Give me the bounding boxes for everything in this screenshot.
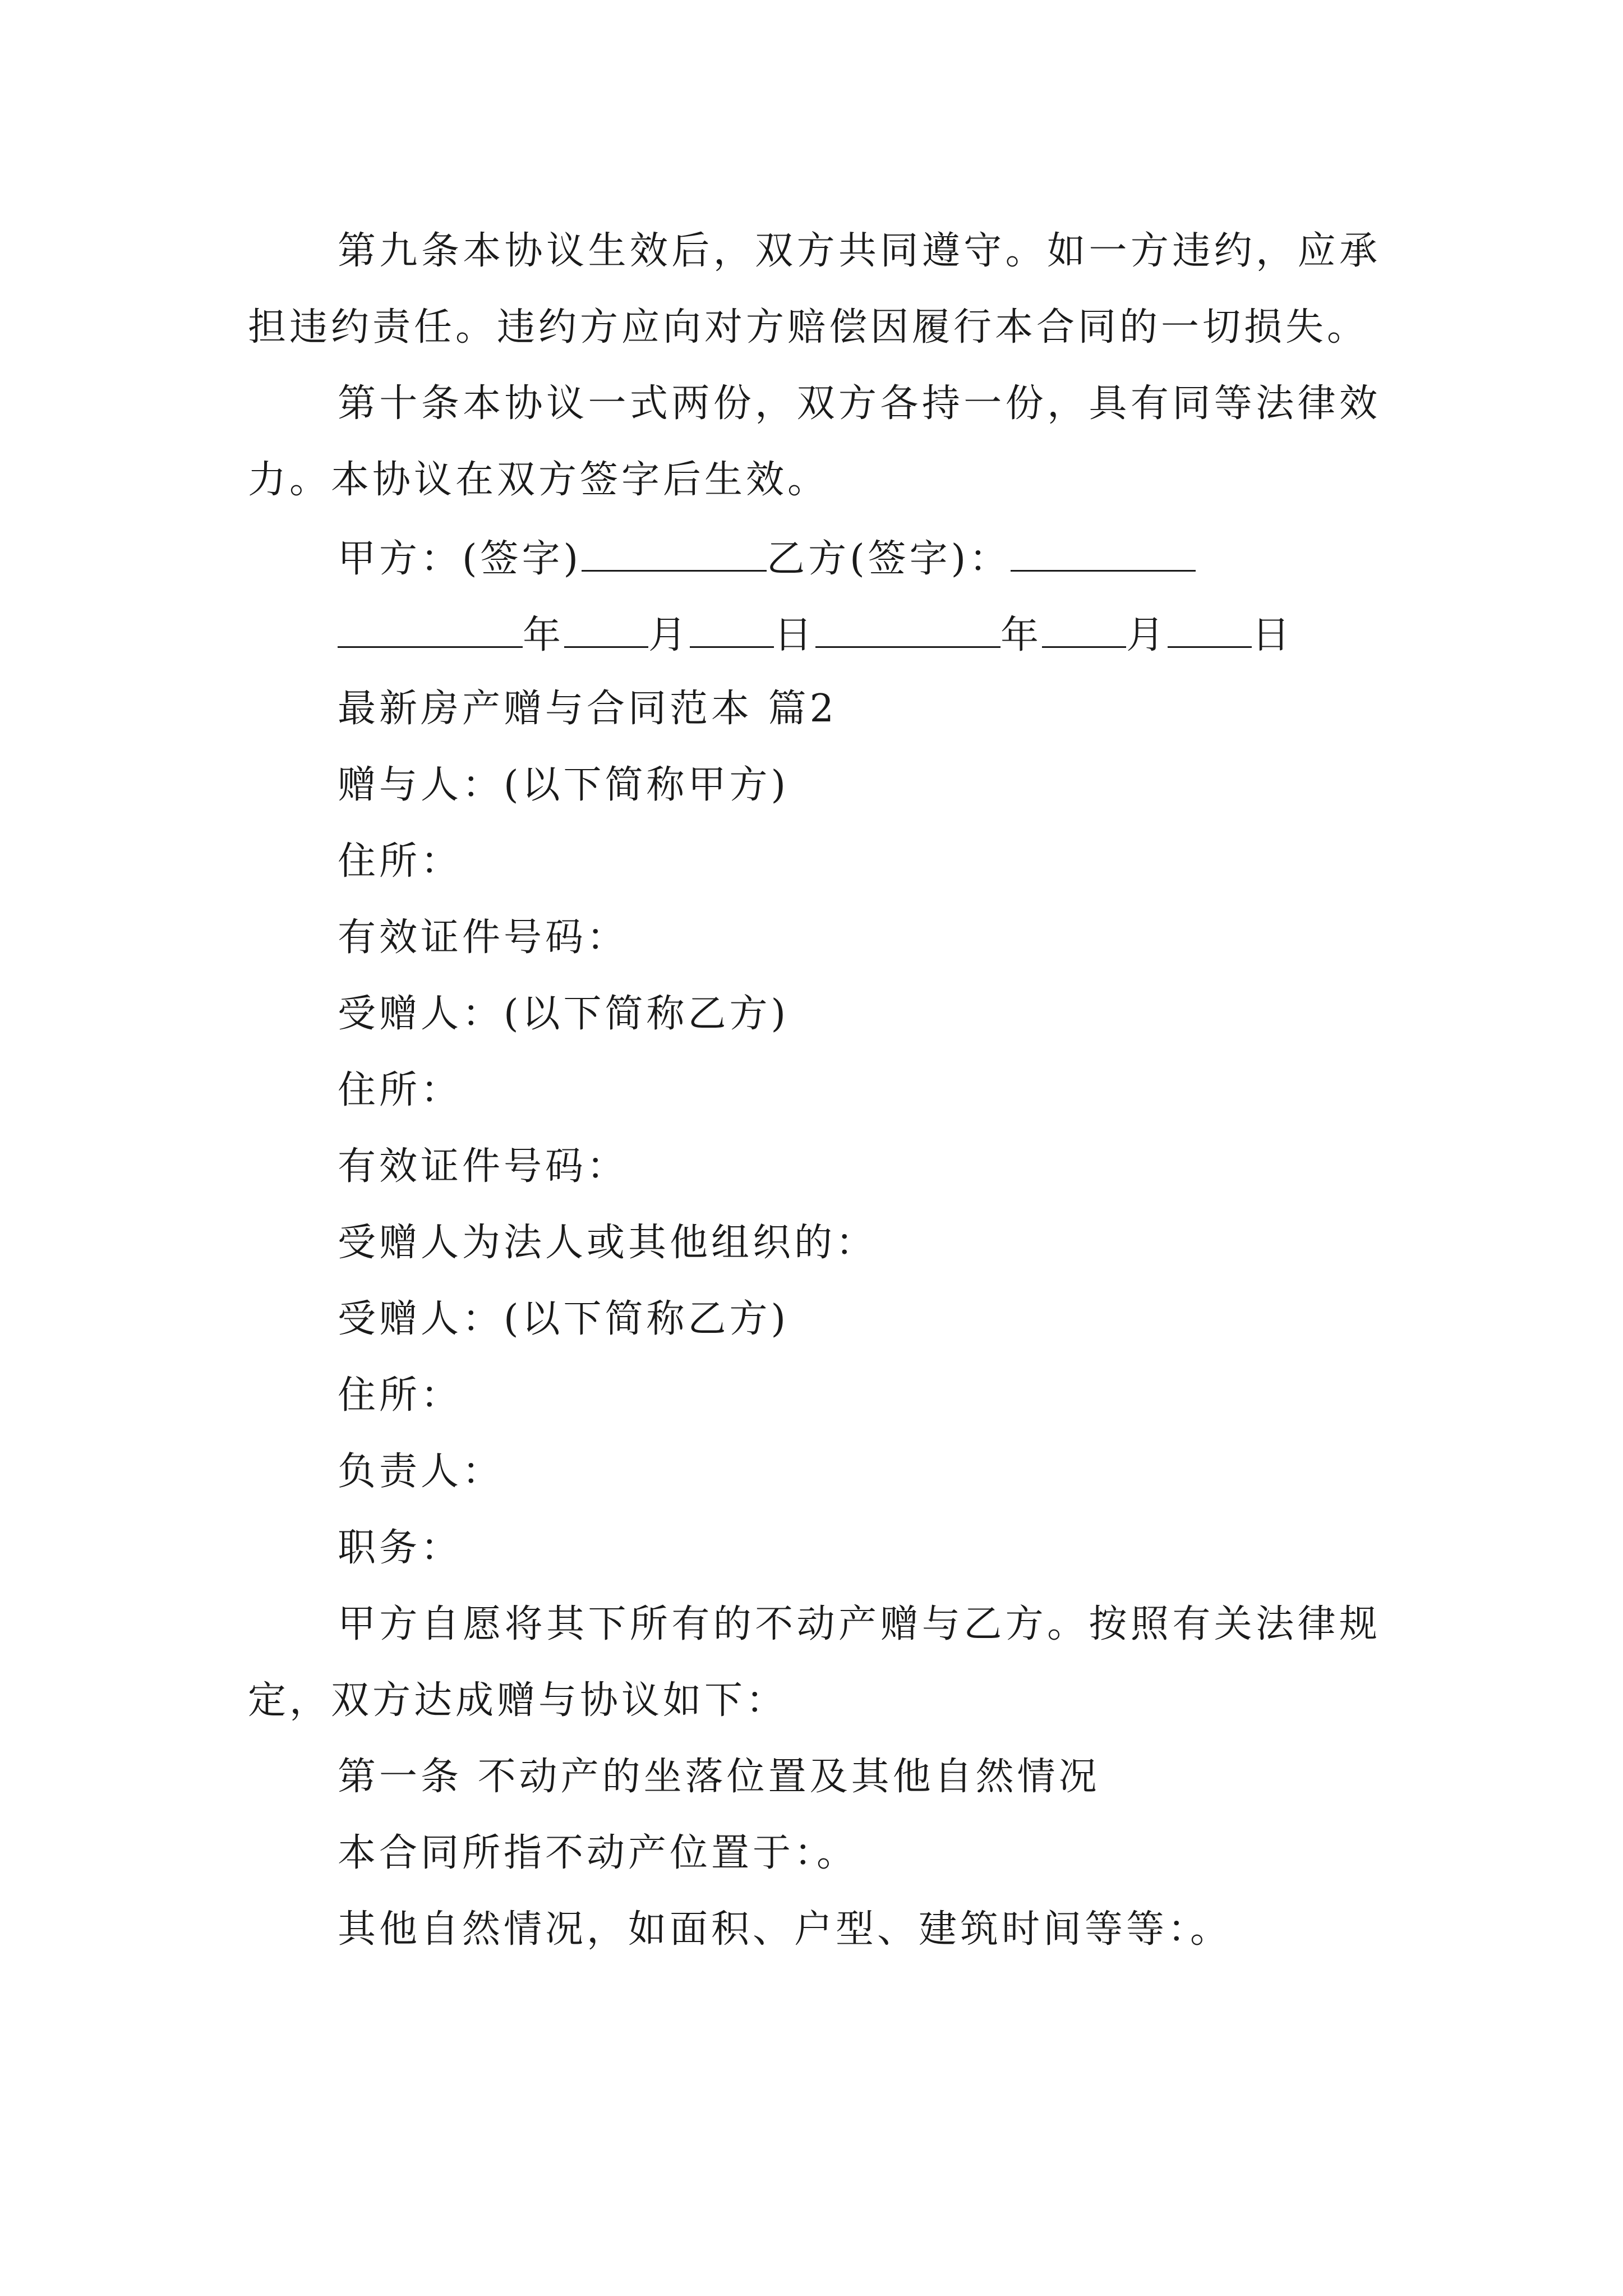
party-a-signature-label: 甲方：(签字): [338, 537, 582, 581]
org-note: 受赠人为法人或其他组织的：: [338, 1221, 878, 1265]
party-a-signature-blank: [582, 537, 767, 572]
month-label: 月: [648, 613, 690, 657]
donor-id-number: 有效证件号码：: [338, 915, 629, 960]
year-label: 年: [523, 613, 565, 657]
document-body: [248, 213, 1381, 1987]
article-9-paragraph: 第九条本协议生效后，双方共同遵守。如一方违约，应承担违约责任。违约方应向对方赔偿因履行本合同的一切损失。: [248, 229, 1381, 349]
donor-label: 赠与人：(以下简称甲方): [338, 763, 790, 807]
article-1-location: 本合同所指不动产位置于：。: [338, 1831, 859, 1875]
party-b-signature-label: 乙方(签字)：: [767, 537, 1011, 581]
donee-org-label: 受赠人：(以下简称乙方): [338, 1297, 790, 1341]
date-line: [248, 613, 1381, 657]
month-label: 月: [1126, 613, 1168, 657]
day-label: 日: [774, 613, 816, 657]
month-blank: [564, 614, 648, 648]
day-label: 日: [1252, 613, 1294, 657]
party-a-date-blank: [338, 614, 523, 648]
day-blank: [1168, 614, 1252, 648]
article-1-other: 其他自然情况，如面积、户型、建筑时间等等：。: [338, 1907, 1232, 1952]
donor-residence: 住所：: [338, 839, 463, 884]
party-b-date-blank: [815, 614, 1000, 648]
donee-org-principal: 负责人：: [338, 1450, 504, 1494]
year-label: 年: [1000, 613, 1043, 657]
month-blank: [1042, 614, 1126, 648]
article-10-paragraph: 第十条本协议一式两份，双方各持一份，具有同等法律效力。本协议在双方签字后生效。: [248, 381, 1381, 502]
article-1-title: 第一条 不动产的坐落位置及其他自然情况: [338, 1755, 1100, 1799]
donee-label: 受赠人：(以下简称乙方): [338, 992, 790, 1036]
donee-org-position: 职务：: [338, 1526, 463, 1570]
donee-id-number: 有效证件号码：: [338, 1144, 629, 1189]
donee-residence: 住所：: [338, 1068, 463, 1112]
section-title: 最新房产赠与合同范本 篇2: [338, 687, 837, 731]
party-b-signature-blank: [1011, 537, 1196, 572]
preamble-paragraph: 甲方自愿将其下所有的不动产赠与乙方。按照有关法律规定，双方达成赠与协议如下：: [248, 1602, 1381, 1723]
day-blank: [690, 614, 774, 648]
donee-org-residence: 住所：: [338, 1373, 463, 1418]
signature-line: [248, 537, 1381, 581]
